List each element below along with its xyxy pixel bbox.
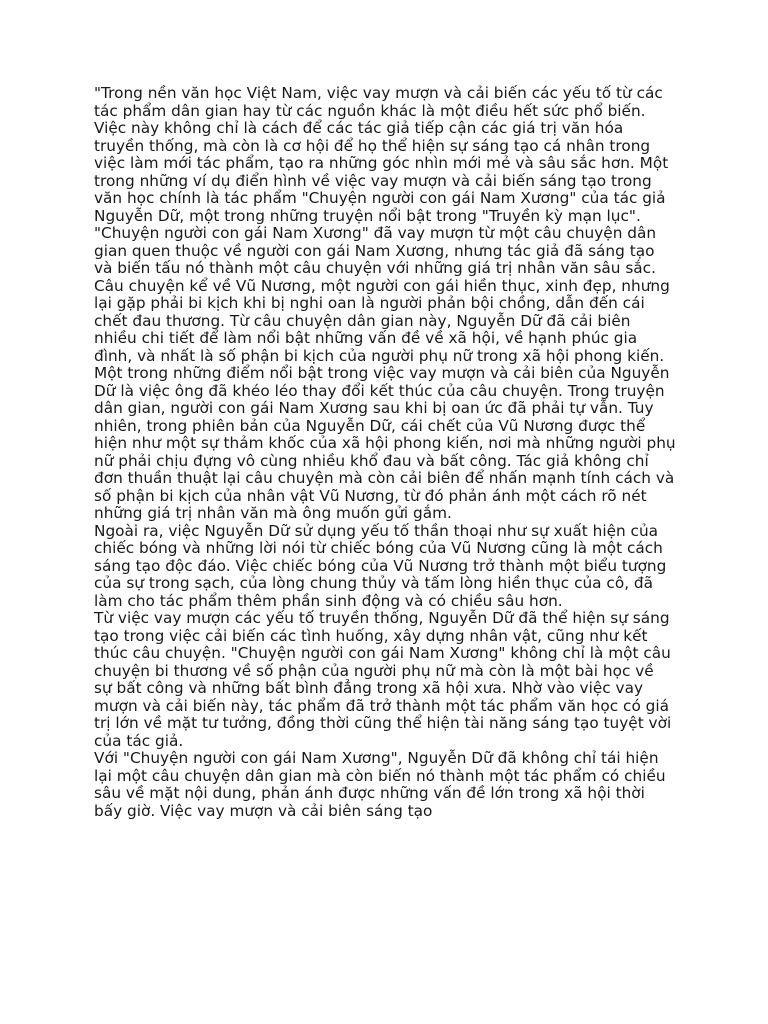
document-body <box>94 85 676 820</box>
paragraph-4: Ngoài ra, việc Nguyễn Dữ sử dụng yếu tố thần thoại như sự xuất hiện của chiếc bóng và những lời nói từ chiếc bóng của Vũ Nương cũng là một cách sáng tạo độc đáo. Việc chiếc bóng của Vũ Nương trở thành một biểu tượng của sự trong sạch, của lòng chung thủy và tấm lòng hiền thục của cô, đã làm cho tác phẩm thêm phần sinh động và có chiều sâu hơn. <box>94 521 667 610</box>
paragraph-2: "Chuyện người con gái Nam Xương" đã vay mượn từ một câu chuyện dân gian quen thuộc về người con gái Nam Xương, nhưng tác giả đã sáng tạo và biến tấu nó thành một câu chuyện với những giá trị nhân văn sâu sắc. Câu chuyện kể về Vũ Nương, một người con gái hiền thục, xinh đẹp, nhưng lại gặp phải bi kịch khi bị nghi oan là người phản bội chồng, dẫn đến cái chết đau thương. Từ câu chuyện dân gian này, Nguyễn Dữ đã cải biên nhiều chi tiết để làm nổi bật những vấn đề về xã hội, về hạnh phúc gia đình, và nhất là số phận bi kịch của người phụ nữ trong xã hội phong kiến. <box>94 224 670 365</box>
paragraph-5: Từ việc vay mượn các yếu tố truyền thống, Nguyễn Dữ đã thể hiện sự sáng tạo trong việc cải biến các tình huống, xây dựng nhân vật, cũng như kết thúc câu chuyện. "Chuyện người con gái Nam Xương" không chỉ là một câu chuyện bi thương về số phận của người phụ nữ mà còn là một bài học về sự bất công và những bất bình đẳng trong xã hội xưa. Nhờ vào việc vay mượn và cải biến này, tác phẩm đã trở thành một tác phẩm văn học có giá trị lớn về mặt tư tưởng, đồng thời cũng thể hiện tài năng sáng tạo tuyệt vời của tác giả. <box>94 609 672 750</box>
paragraph-6: Với "Chuyện người con gái Nam Xương", Nguyễn Dữ đã không chỉ tái hiện lại một câu chuyện dân gian mà còn biến nó thành một tác phẩm có chiều sâu về mặt nội dung, phản ánh được những vấn đề lớn trong xã hội thời bấy giờ. Việc vay mượn và cải biên sáng tạo <box>94 749 666 820</box>
paragraph-1: "Trong nền văn học Việt Nam, việc vay mượn và cải biến các yếu tố từ các tác phẩm dân gian hay từ các nguồn khác là một điều hết sức phổ biến. Việc này không chỉ là cách để các tác giả tiếp cận các giá trị văn hóa truyền thống, mà còn là cơ hội để họ thể hiện sự sáng tạo cá nhân trong việc làm mới tác phẩm, tạo ra những góc nhìn mới mẻ và sâu sắc hơn. Một trong những ví dụ điển hình về việc vay mượn và cải biến sáng tạo trong văn học chính là tác phẩm "Chuyện người con gái Nam Xương" của tác giả Nguyễn Dữ, một trong những truyện nổi bật trong "Truyền kỳ mạn lục". <box>94 84 669 225</box>
paragraph-3: Một trong những điểm nổi bật trong việc vay mượn và cải biên của Nguyễn Dữ là việc ông đã khéo léo thay đổi kết thúc của câu chuyện. Trong truyện dân gian, người con gái Nam Xương sau khi bị oan ức đã phải tự vẫn. Tuy nhiên, trong phiên bản của Nguyễn Dữ, cái chết của Vũ Nương được thể hiện như một sự thảm khốc của xã hội phong kiến, nơi mà những người phụ nữ phải chịu đựng vô cùng nhiều khổ đau và bất công. Tác giả không chỉ đơn thuần thuật lại câu chuyện mà còn cải biên để nhấn mạnh tính cách và số phận bi kịch của nhân vật Vũ Nương, từ đó phản ánh một cách rõ nét những giá trị nhân văn mà ông muốn gửi gắm. <box>94 364 676 522</box>
